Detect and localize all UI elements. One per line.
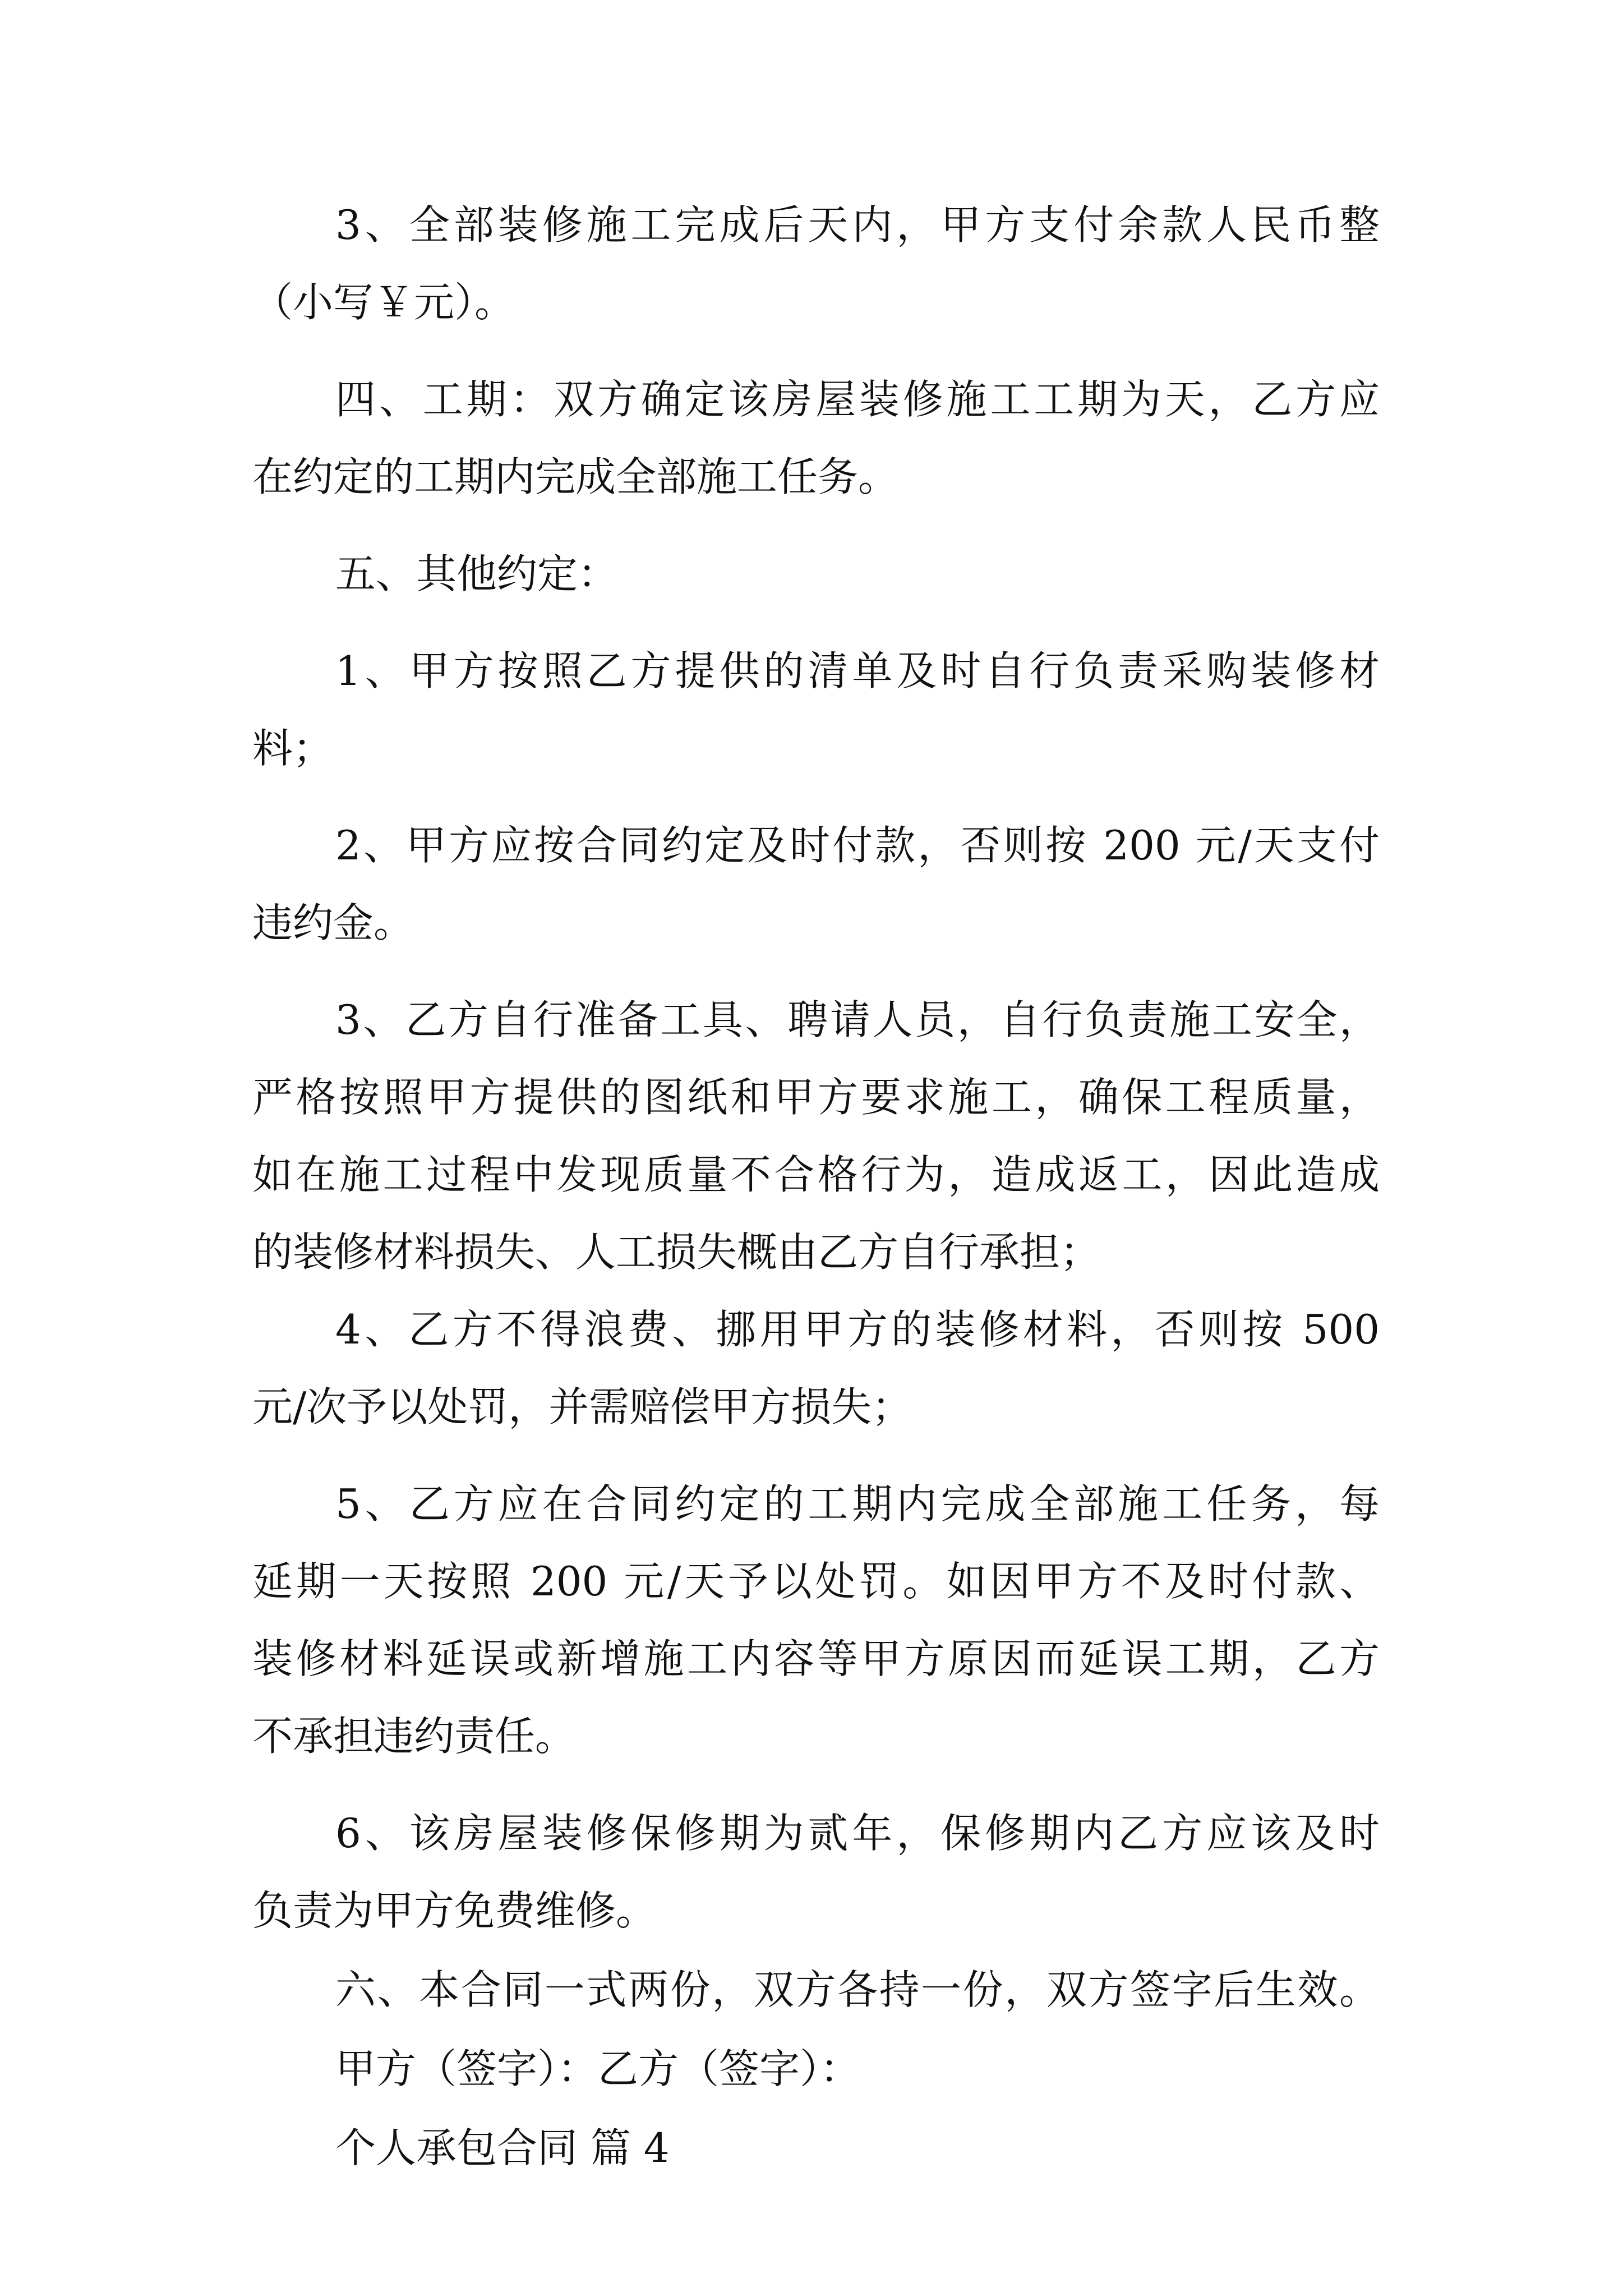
paragraph-line: 负责为甲方免费维修。 bbox=[252, 1887, 657, 1934]
section-title: 个人承包合同 篇 4 bbox=[335, 2124, 670, 2171]
paragraph-line: 的装修材料损失、人工损失概由乙方自行承担； bbox=[252, 1228, 1101, 1276]
paragraph-line: 6、该房屋装修保修期为贰年，保修期内乙方应该及时 bbox=[335, 1810, 1380, 1857]
paragraph-line: 如在施工过程中发现质量不合格行为，造成返工，因此造成 bbox=[252, 1151, 1380, 1198]
paragraph-line: 四、工期：双方确定该房屋装修施工工期为天，乙方应 bbox=[335, 376, 1380, 423]
signature-line: 甲方（签字）：乙方（签字）： bbox=[335, 2045, 861, 2092]
paragraph-line: 装修材料延误或新增施工内容等甲方原因而延误工期，乙方 bbox=[252, 1635, 1380, 1682]
paragraph-line: 3、乙方自行准备工具、聘请人员，自行负责施工安全， bbox=[335, 996, 1380, 1043]
paragraph-line: 3、全部装修施工完成后天内，甲方支付余款人民币整 bbox=[335, 201, 1380, 249]
paragraph-line: 元/次予以处罚，并需赔偿甲方损失； bbox=[252, 1383, 912, 1430]
paragraph-line: 2、甲方应按合同约定及时付款，否则按 200 元/天支付 bbox=[335, 822, 1380, 869]
paragraph-line: 4、乙方不得浪费、挪用甲方的装修材料，否则按 500 bbox=[335, 1306, 1380, 1353]
section-heading: 五、其他约定： bbox=[335, 550, 619, 597]
paragraph-line: 5、乙方应在合同约定的工期内完成全部施工任务，每 bbox=[335, 1480, 1380, 1527]
paragraph-line: 延期一天按照 200 元/天予以处罚。如因甲方不及时付款、 bbox=[252, 1558, 1380, 1605]
paragraph-line: 料； bbox=[252, 725, 334, 772]
paragraph-line: （小写￥元）。 bbox=[252, 279, 515, 326]
paragraph-line: 1、甲方按照乙方提供的清单及时自行负责采购装修材 bbox=[335, 647, 1380, 694]
paragraph-line: 违约金。 bbox=[252, 899, 414, 946]
paragraph-line: 六、本合同一式两份，双方各持一份，双方签字后生效。 bbox=[335, 1966, 1380, 2013]
paragraph-line: 在约定的工期内完成全部施工任务。 bbox=[252, 453, 899, 500]
paragraph-line: 严格按照甲方提供的图纸和甲方要求施工，确保工程质量， bbox=[252, 1074, 1380, 1121]
paragraph-line: 不承担违约责任。 bbox=[252, 1713, 576, 1760]
